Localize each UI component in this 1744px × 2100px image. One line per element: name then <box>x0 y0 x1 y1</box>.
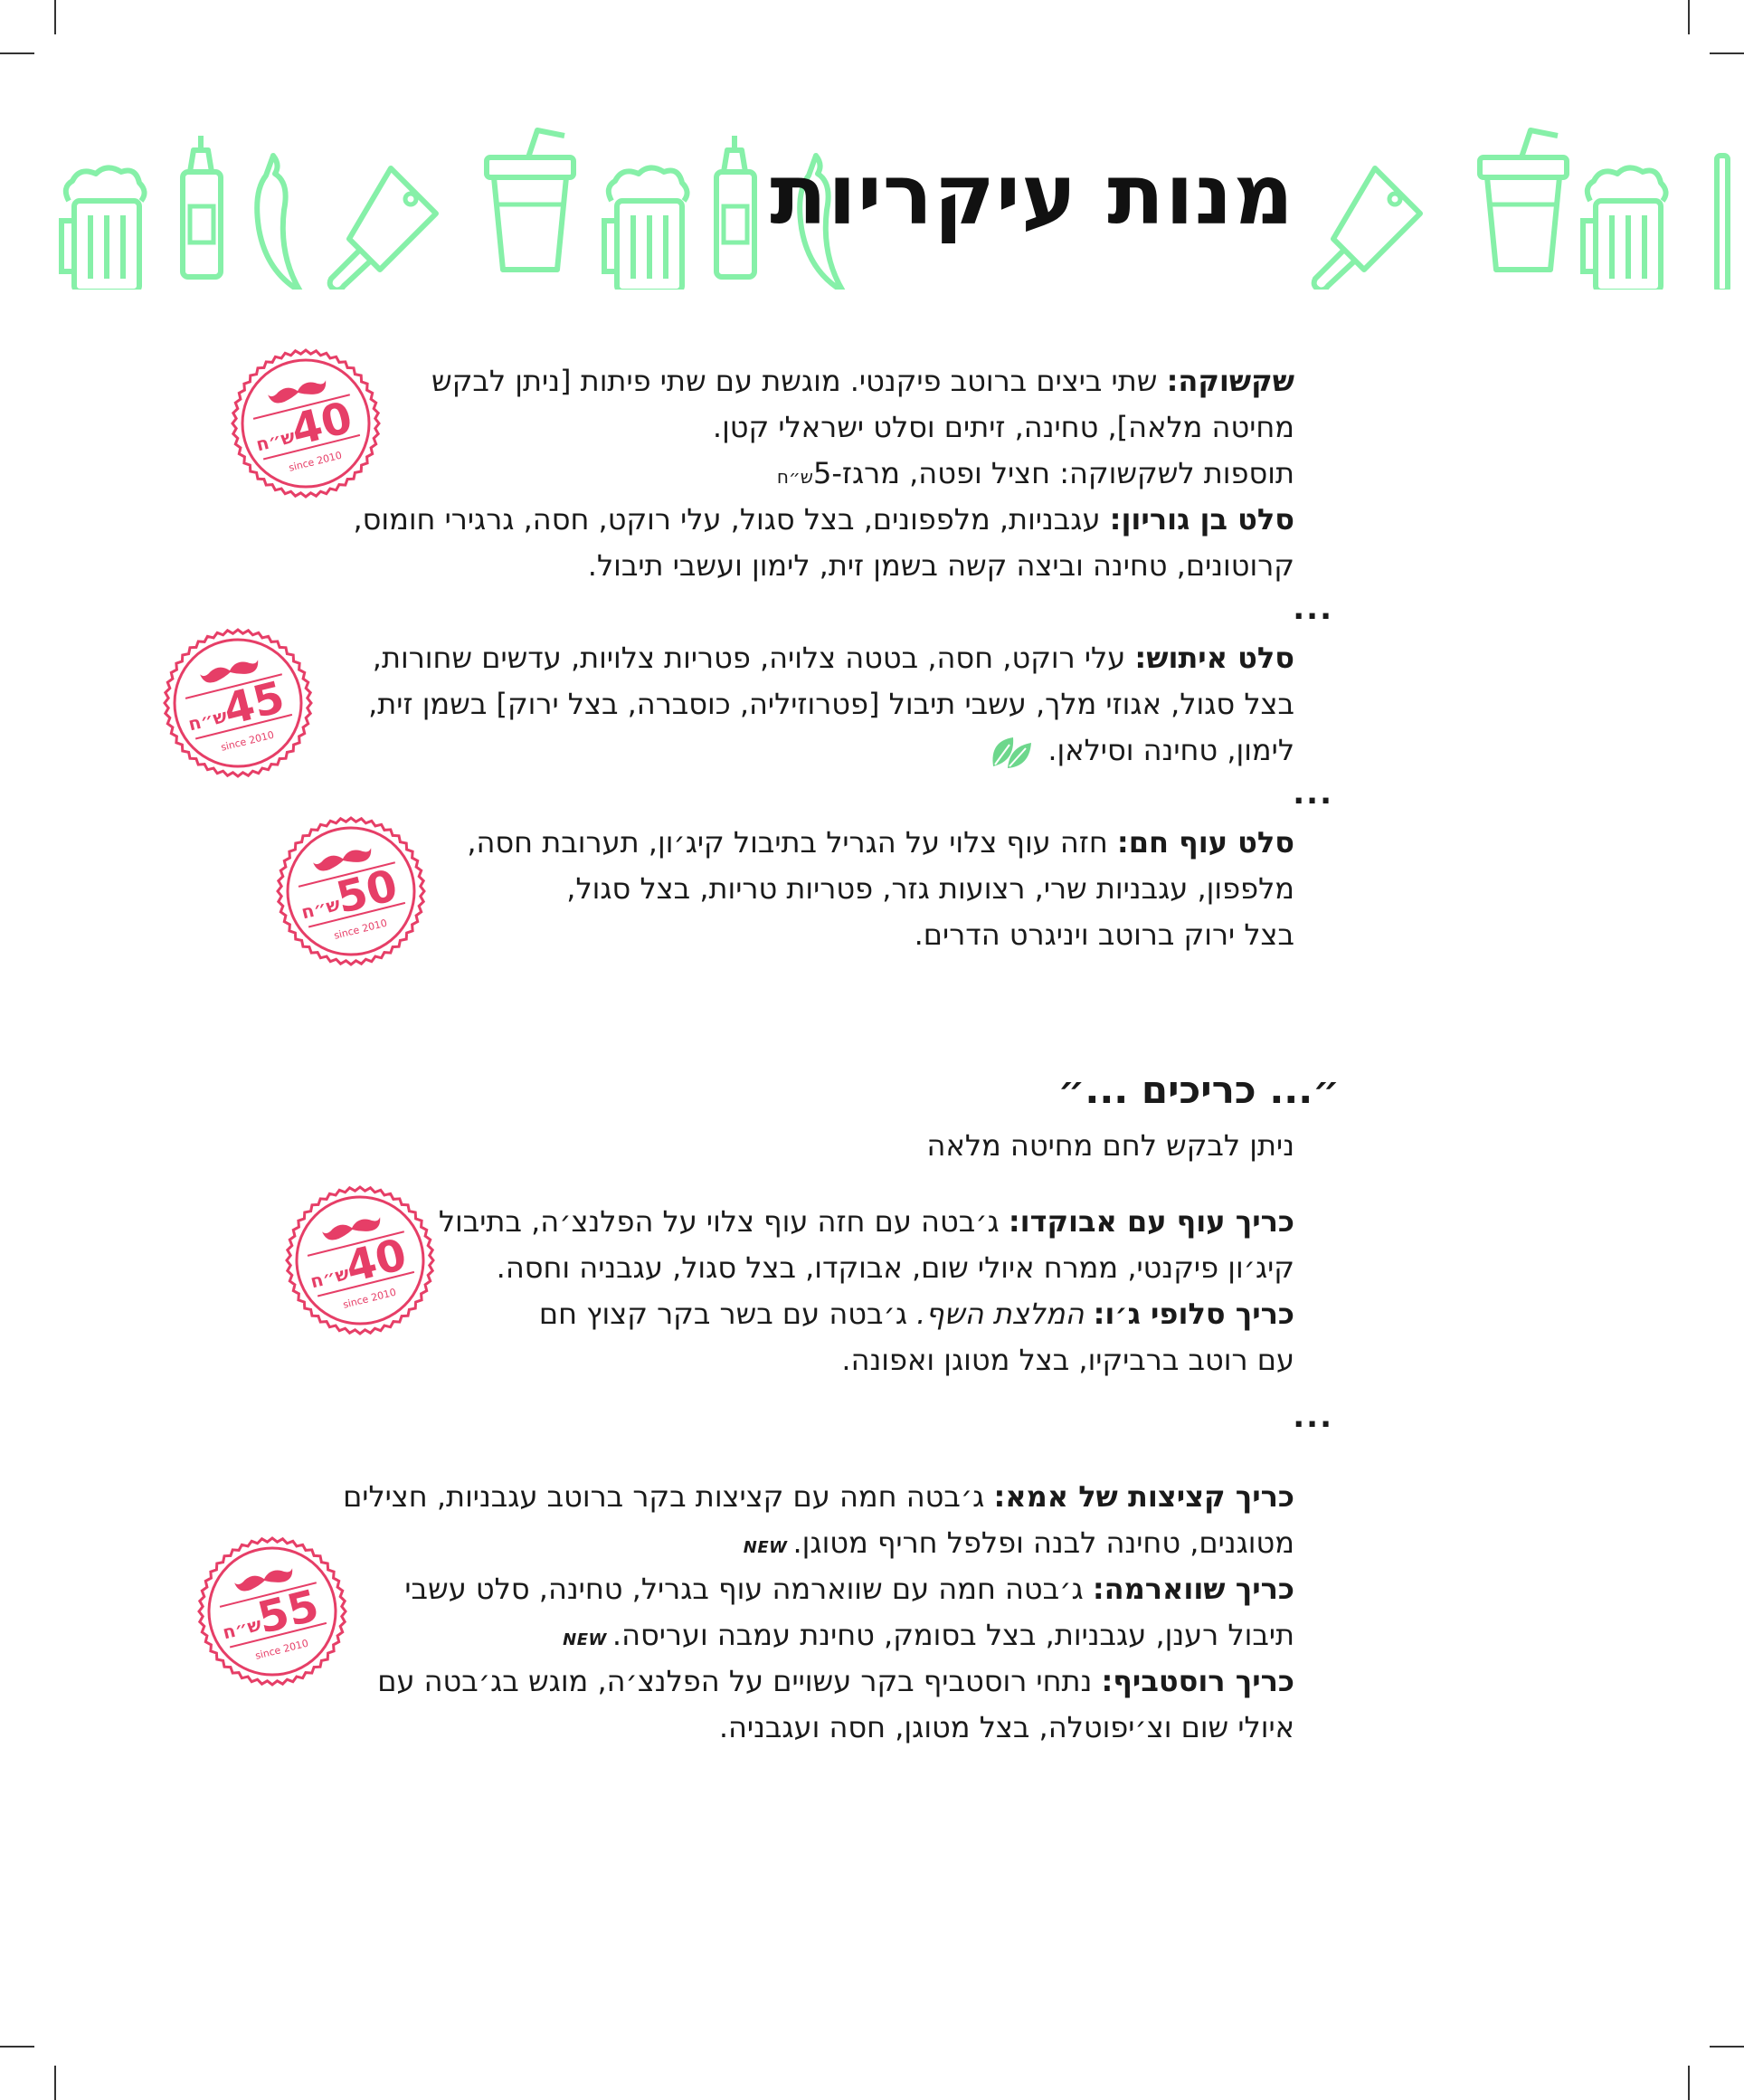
shekel-sign: ש״ח <box>776 466 813 488</box>
stamp-price: 40 <box>286 392 357 456</box>
new-badge: NEW <box>563 1630 607 1649</box>
page-title: מנות עיקריות <box>770 147 1294 243</box>
menu-item-chicken-avocado-sandwich <box>439 1199 1294 1291</box>
dish-name: סלט עוף חם: <box>1116 825 1294 860</box>
price-stamp <box>197 1536 347 1690</box>
dish-description: קיג׳ון פיקנטי, ממרח איולי שום, אבוקדו, בצל סגול, עגבניה וחסה. <box>496 1250 1294 1285</box>
price-stamp <box>285 1185 435 1339</box>
dish-name: כריך עוף עם אבוקדו: <box>1008 1204 1294 1239</box>
menu-item-shakshuka <box>431 358 1294 500</box>
section-title-sandwiches: ״... כריכים ...״ <box>1057 1068 1340 1112</box>
dish-description: ג׳בטה עם חזה עוף צלוי על הפלנצ׳ה, בתיבול <box>438 1204 1009 1239</box>
dish-name: סלט איתוש: <box>1134 641 1294 675</box>
dish-name: כריך שווארמה: <box>1092 1572 1294 1606</box>
stamp-currency: ש״ח <box>185 704 230 736</box>
crop-mark <box>1710 52 1744 54</box>
price-stamp <box>231 348 381 502</box>
dish-description: חזה עוף צלוי על הגריל בתיבול קיג׳ון, תערובת חסה, <box>467 825 1117 860</box>
stamp-currency: ש״ח <box>308 1261 352 1293</box>
price-stamp <box>163 628 313 782</box>
dish-name: כריך קציצות של אמא: <box>993 1479 1294 1514</box>
stamp-price: 50 <box>331 860 403 924</box>
crop-mark <box>54 2066 56 2100</box>
menu-item-hot-chicken-salad <box>467 820 1294 958</box>
crop-mark <box>0 2046 34 2048</box>
dish-description: ג׳בטה עם בשר בקר קצוץ חם <box>538 1297 917 1331</box>
dish-description: איולי שום וצ׳יפוטלה, בצל מטוגן, חסה ועגבניה. <box>718 1710 1294 1744</box>
stamp-currency: ש״ח <box>253 424 298 456</box>
menu-item-ben-gurion-salad <box>353 497 1294 589</box>
dish-name: שקשוקה: <box>1166 364 1294 398</box>
dish-description: ג׳בטה חמה עם שווארמה עוף בגריל, טחינה, סלט עשבי <box>404 1572 1093 1606</box>
stamp-price: 55 <box>252 1580 324 1644</box>
dish-description: שתי ביצים ברוטב פיקנטי. מוגשת עם שתי פיתות [ניתן לבקש <box>431 364 1167 398</box>
stamp-since: since 2010 <box>287 449 344 474</box>
dish-name: כריך רוסטביף: <box>1101 1664 1294 1698</box>
new-badge: NEW <box>743 1538 788 1557</box>
stamp-since: since 2010 <box>332 917 389 942</box>
separator-dots: ... <box>1293 1399 1333 1435</box>
dish-description: לימון, טחינה וסילאן. <box>1047 733 1294 767</box>
dish-name: סלט בן גוריון: <box>1109 502 1294 537</box>
stamp-since: since 2010 <box>341 1286 398 1311</box>
menu-item-ima-patties-sandwich <box>343 1474 1294 1571</box>
stamp-since: since 2010 <box>253 1637 310 1662</box>
stamp-currency: ש״ח <box>299 892 343 924</box>
dish-description: נתחי רוסטביף בקר עשויים על הפלנצ׳ה, מוגש בג׳בטה עם <box>377 1664 1102 1698</box>
vegan-leaf-icon <box>990 734 1033 770</box>
menu-item-sloppy-joe-sandwich <box>539 1291 1294 1383</box>
dish-description: עגבניות, מלפפונים, בצל סגול, עלי רוקט, חסה, גרגירי חומוס, <box>353 502 1110 537</box>
menu-item-itush-salad <box>368 635 1294 774</box>
dish-extras: תוספות לשקשוקה: חציל ופטה, מרגז-5 <box>812 456 1294 490</box>
dish-description: בצל סגול, אגוזי מלך, עשבי תיבול [פטרוזיליה, כוסברה, בצל ירוק] בשמן זית, <box>368 687 1294 721</box>
section-subtitle: ניתן לבקש לחם מחיטה מלאה <box>926 1128 1294 1163</box>
dish-description: מחיטה מלאה], טחינה, זיתים וסלט ישראלי קטן. <box>712 410 1294 444</box>
crop-mark <box>1710 2046 1744 2048</box>
dish-description: ג׳בטה חמה עם קציצות בקר ברוטב עגבניות, חצילים <box>343 1479 994 1514</box>
chef-recommendation: המלצת השף. <box>916 1297 1094 1331</box>
dish-description: עם רוטב ברביקיו, בצל מטוגן ואפונה. <box>841 1343 1294 1377</box>
dish-description: בצל ירוק ברוטב ויניגרט הדרים. <box>914 917 1294 952</box>
crop-mark <box>1688 2066 1690 2100</box>
separator-dots: ... <box>1293 591 1333 627</box>
separator-dots: ... <box>1293 775 1333 812</box>
stamp-since: since 2010 <box>219 728 276 754</box>
menu-item-roastbeef-sandwich <box>377 1658 1294 1751</box>
dish-description: קרוטונים, טחינה וביצה קשה בשמן זית, לימון ועשבי תיבול. <box>587 548 1294 583</box>
crop-mark <box>0 52 34 54</box>
dish-description: מלפפון, עגבניות שרי, רצועות גזר, פטריות טריות, בצל סגול, <box>566 871 1294 906</box>
stamp-currency: ש״ח <box>220 1612 264 1644</box>
dish-name: כריך סלופי ג׳ו: <box>1093 1297 1294 1331</box>
crop-mark <box>54 0 56 34</box>
crop-mark <box>1688 0 1690 34</box>
dish-description: מטוגנים, טחינה לבנה ופלפל חריף מטוגן. <box>792 1525 1294 1560</box>
dish-description: תיבול רענן, עגבניות, בצל בסומק, טחינת עמבה ועריסה. <box>611 1618 1294 1652</box>
price-stamp <box>276 816 426 970</box>
stamp-price: 40 <box>340 1229 412 1293</box>
stamp-price: 45 <box>218 671 289 736</box>
menu-item-shawarma-sandwich <box>404 1566 1294 1663</box>
dish-description: עלי רוקט, חסה, בטטה צלויה, פטריות צלויות, עדשים שחורות, <box>372 641 1135 675</box>
